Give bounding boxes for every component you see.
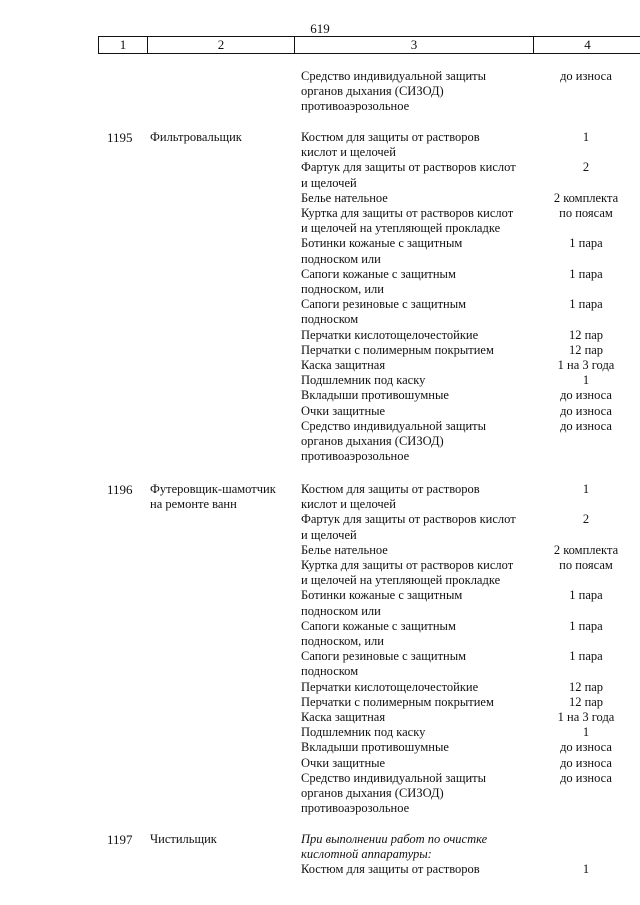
row-number: 1197 [107,832,133,847]
item-name: кислот и щелочей [301,497,396,512]
item-quantity: по поясам [559,558,613,572]
item-quantity: до износа [560,418,612,433]
item-quantity: 2 [582,160,590,175]
item-quantity: 1 [582,482,590,496]
item-name: Перчатки кислотощелочестойкие [301,327,479,342]
item-name: подноском, или [301,282,384,296]
item-name: подноском, или [301,634,384,648]
item-name: органов дыхания (СИЗОД) [301,786,444,800]
item-name: Куртка для защиты от растворов кислот [301,558,514,572]
item-quantity: 12 пар [568,342,604,357]
item-name: Фартук для защиты от растворов кислот [301,160,516,175]
item-quantity: до износа [560,388,612,403]
item-name: подноском или [301,603,381,618]
row-number: 1196 [107,482,133,497]
item-name: кислотной аппаратуры: [301,847,432,862]
item-name: Средство индивидуальной защиты [301,770,487,785]
item-name: органов дыхания (СИЗОД) [301,434,444,448]
header-col-3: 3 [410,37,418,52]
item-name: Ботинки кожаные с защитным [301,236,463,251]
item-quantity: по поясам [559,206,613,220]
item-name: противоаэрозольное [301,449,410,464]
item-name: Вкладыши противошумные [301,740,449,755]
item-name: подноском [301,312,359,327]
item-quantity: 1 [582,373,590,388]
item-name: противоаэрозольное [301,801,410,816]
profession-name: Фильтровальщик [150,130,242,144]
item-name: Костюм для защиты от растворов [301,130,480,144]
item-quantity: 1 пара [569,649,603,664]
item-name: и щелочей на утепляющей прокладке [301,573,501,588]
item-name: и щелочей [301,527,357,542]
item-name: Перчатки кислотощелочестойкие [301,679,479,694]
item-name: Вкладыши противошумные [301,388,449,403]
item-quantity: 1 на 3 года [557,710,615,724]
header-col-1: 1 [119,37,127,52]
item-name: Подшлемник под каску [301,725,426,740]
item-quantity: 2 [582,512,590,527]
profession-name: на ремонте ванн [150,497,237,512]
header-col-2: 2 [217,37,225,52]
item-name: Фартук для защиты от растворов кислот [301,512,516,527]
item-name: противоаэрозольное [301,99,410,114]
item-name: Костюм для защиты от растворов [301,862,480,877]
item-name: Перчатки с полимерным покрытием [301,694,494,709]
item-quantity: 12 пар [568,679,604,694]
item-quantity: до износа [560,403,612,418]
item-quantity: 2 комплекта [553,190,619,205]
item-quantity: до износа [560,740,612,755]
item-quantity: 1 пара [569,266,603,281]
item-quantity: 12 пар [568,694,604,709]
item-quantity: 1 пара [569,297,603,312]
item-quantity: до износа [560,770,612,785]
item-quantity: 1 пара [569,236,603,251]
item-name: кислот и щелочей [301,145,396,160]
item-quantity: 1 пара [569,618,603,633]
item-name: Белье нательное [301,542,388,557]
item-quantity: до износа [560,69,612,83]
item-name: Очки защитные [301,755,386,770]
item-name: Сапоги кожаные с защитным [301,266,456,281]
item-quantity: 12 пар [568,327,604,342]
item-name: Средство индивидуальной защиты [301,69,487,83]
item-name: Сапоги резиновые с защитным [301,649,467,664]
item-name: Очки защитные [301,403,386,418]
item-name: и щелочей [301,175,357,190]
table-header [98,36,640,54]
item-name: Каска защитная [301,358,386,372]
item-name: Сапоги резиновые с защитным [301,297,467,312]
header-col-4: 4 [584,37,591,52]
item-name: Каска защитная [301,710,386,724]
profession-name: Чистильщик [150,832,217,846]
item-name: Ботинки кожаные с защитным [301,588,463,603]
item-name: Белье нательное [301,190,388,205]
profession-name: Футеровщик-шамотчик [150,482,276,496]
item-name: органов дыхания (СИЗОД) [301,84,444,99]
item-quantity: 1 [582,130,590,144]
item-name: Сапоги кожаные с защитным [301,618,456,633]
item-quantity: до износа [560,755,612,770]
item-name: Подшлемник под каску [301,373,426,388]
item-quantity: 1 [582,725,590,740]
item-quantity: 1 [582,862,590,877]
item-name: и щелочей на утепляющей прокладке [301,221,501,236]
item-quantity: 2 комплекта [553,542,619,557]
item-name: Костюм для защиты от растворов [301,482,480,496]
item-name: Средство индивидуальной защиты [301,418,487,433]
item-name: подноском или [301,251,381,266]
row-number: 1195 [107,130,133,145]
item-quantity: 1 на 3 года [557,358,615,372]
item-name: Куртка для защиты от растворов кислот [301,206,514,220]
item-name: подноском [301,664,359,679]
item-name: При выполнении работ по очистке [301,832,488,846]
item-quantity: 1 пара [569,588,603,603]
item-name: Перчатки с полимерным покрытием [301,342,494,357]
page-number: 619 [310,21,330,36]
